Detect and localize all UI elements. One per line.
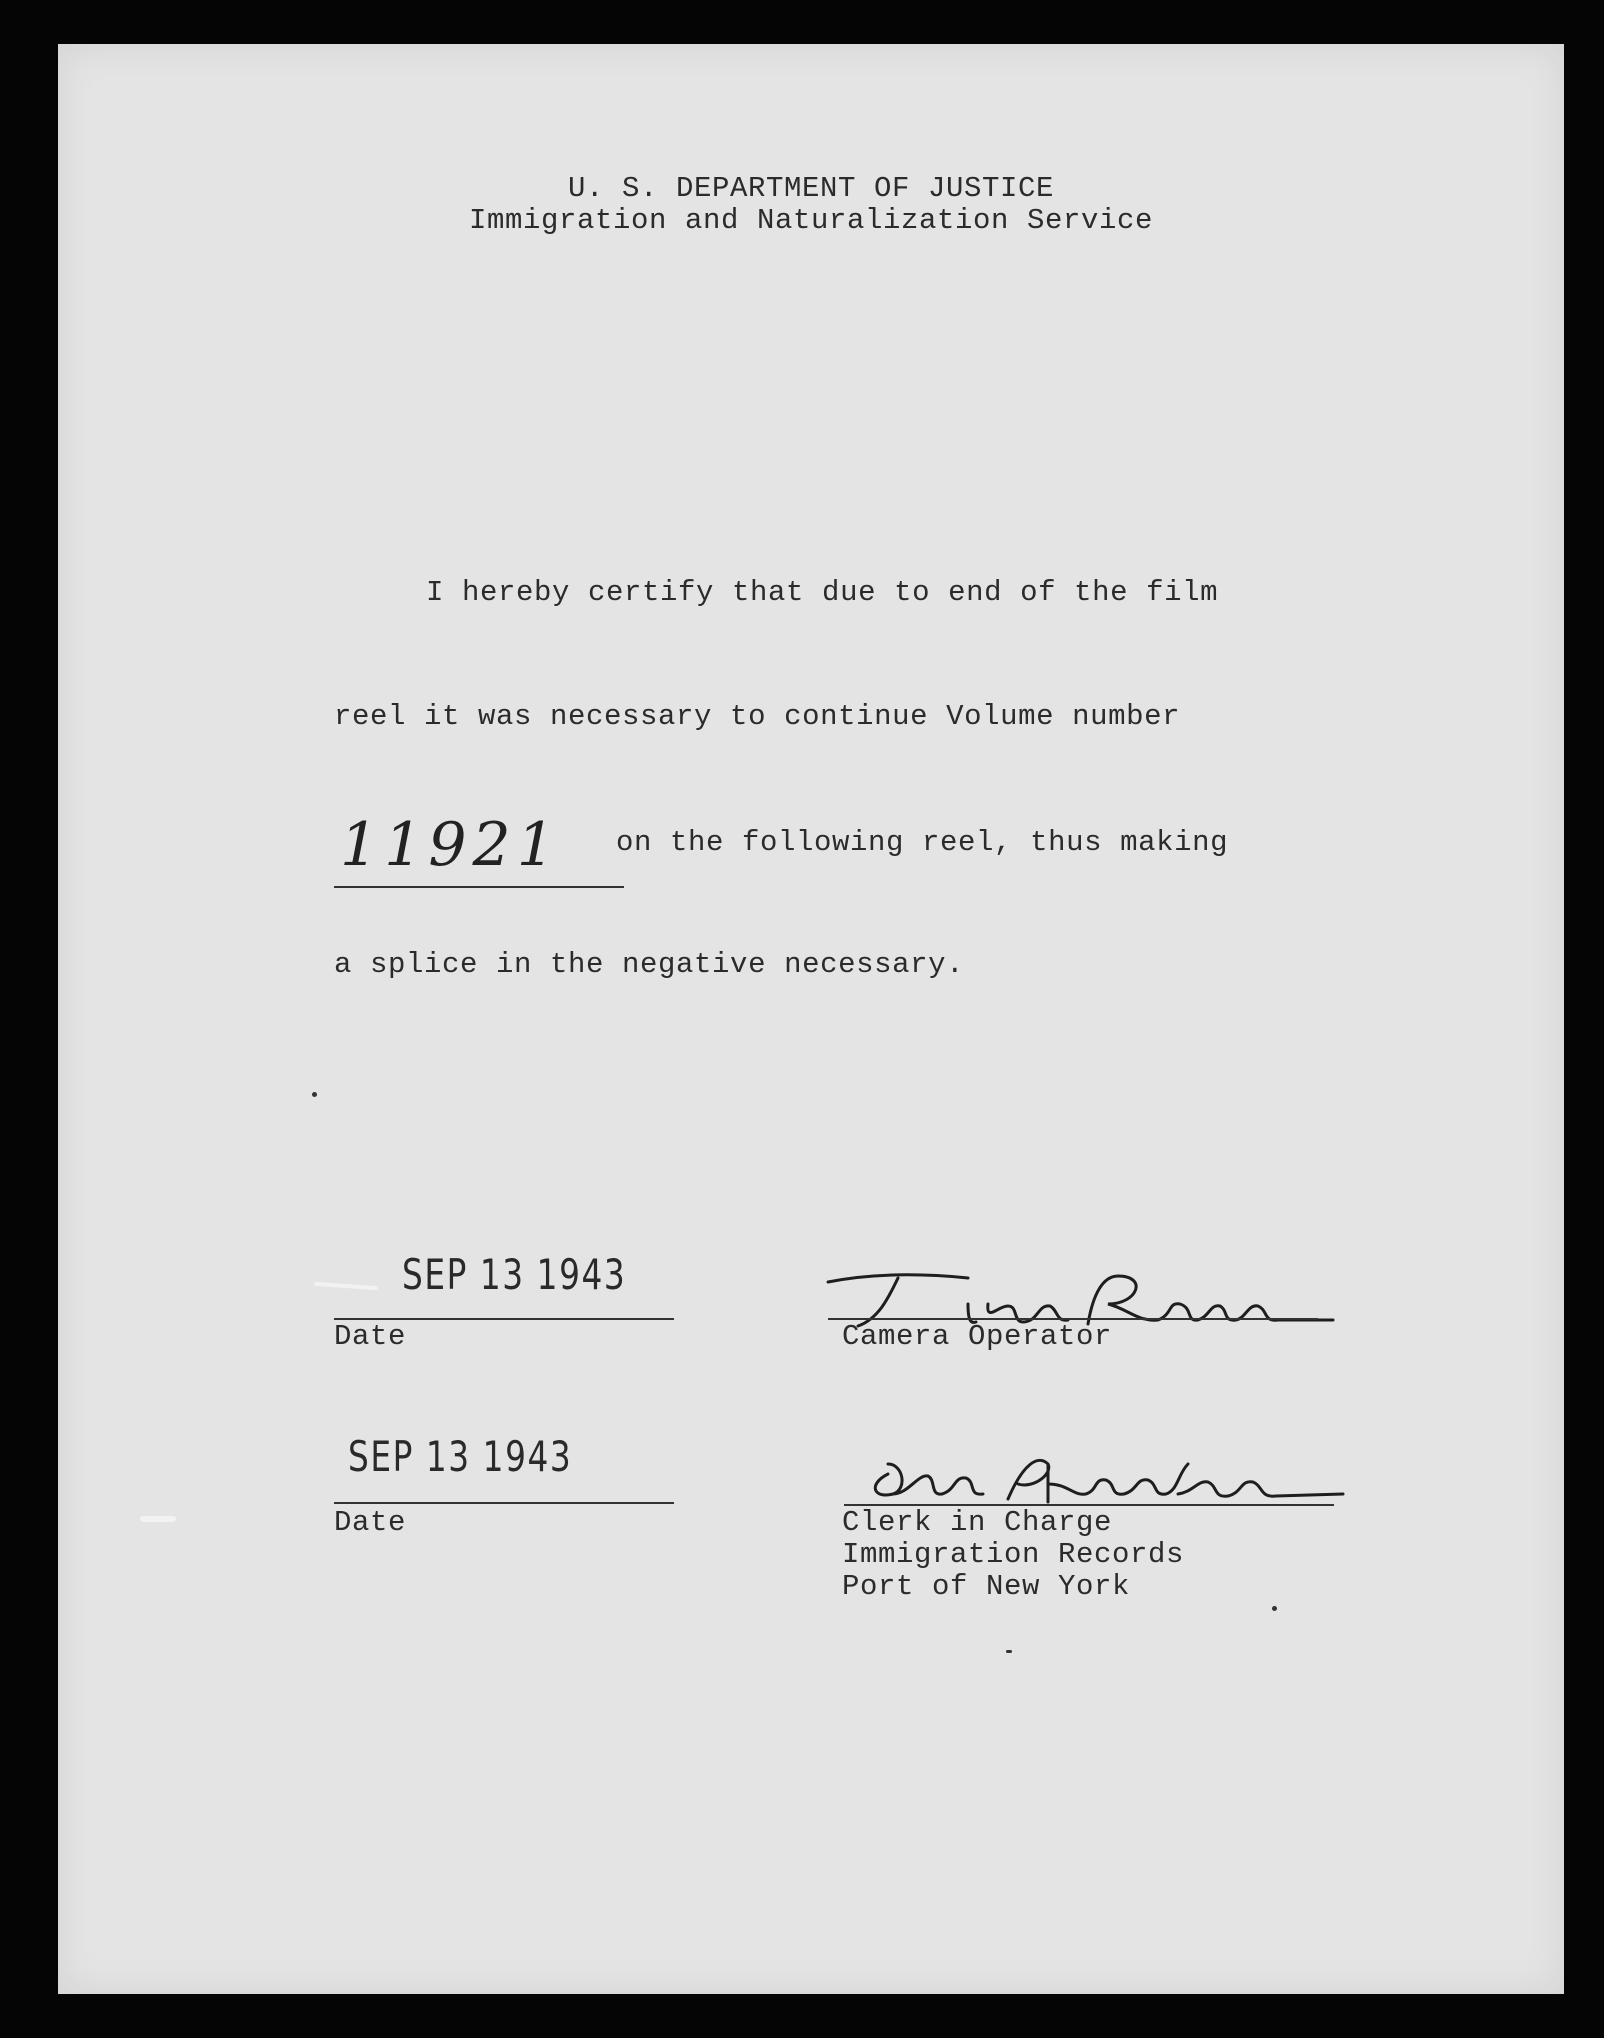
date-line-2	[334, 1502, 674, 1504]
scratch-mark	[314, 1282, 378, 1290]
date-label-2: Date	[334, 1506, 407, 1539]
document-sheet	[58, 44, 1564, 1994]
certificate-line-4: a splice in the negative necessary.	[334, 948, 965, 981]
clerk-role-line-1: Clerk in Charge	[842, 1506, 1113, 1539]
dust-speck	[1272, 1606, 1277, 1611]
service-heading: Immigration and Naturalization Service	[468, 204, 1154, 237]
clerk-role-line-2: Immigration Records	[842, 1538, 1185, 1571]
certificate-line-3: on the following reel, thus making	[616, 826, 1229, 859]
volume-number-blank-line	[334, 886, 624, 888]
dust-speck	[312, 1092, 317, 1097]
volume-number-handwritten: 11921	[340, 810, 561, 880]
scratch-mark	[140, 1516, 176, 1522]
certificate-line-2: reel it was necessary to continue Volume number	[334, 700, 1181, 733]
dust-speck	[1006, 1650, 1012, 1653]
date-label-1: Date	[334, 1320, 407, 1353]
department-heading: U. S. DEPARTMENT OF JUSTICE	[567, 172, 1055, 205]
date-stamp-1: SEP 13 1943	[402, 1250, 627, 1299]
date-stamp-2: SEP 13 1943	[348, 1432, 573, 1481]
camera-operator-label: Camera Operator	[842, 1320, 1113, 1353]
certificate-line-1: I hereby certify that due to end of the film	[426, 576, 1219, 609]
clerk-role-line-3: Port of New York	[842, 1570, 1131, 1603]
